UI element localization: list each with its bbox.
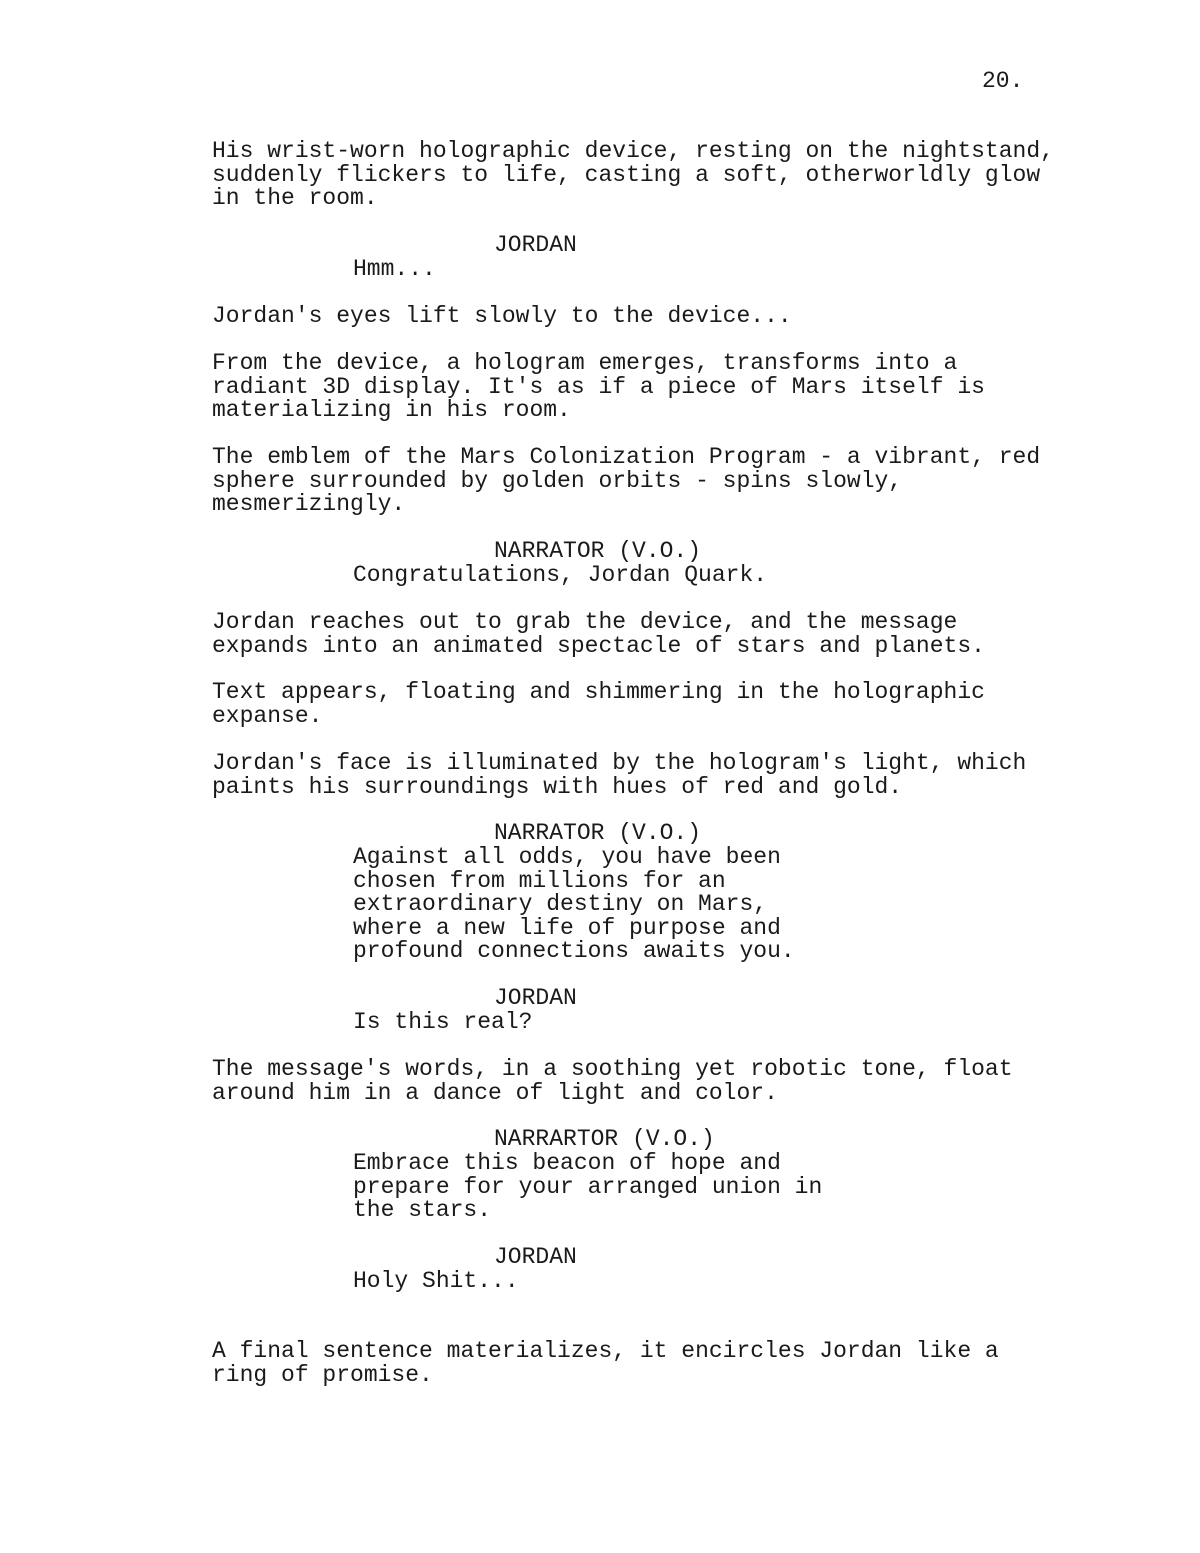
dialogue-line: Congratulations, Jordan Quark. — [353, 562, 768, 588]
dialogue-line: Hmm... — [353, 256, 436, 282]
character-name: NARRARTOR (V.O.) — [494, 1126, 715, 1152]
character-name: JORDAN — [494, 985, 577, 1011]
action-line: From the device, a hologram emerges, transforms into a radiant 3D display. It's as if a piece of Mars itself is materializing in his room. — [212, 350, 985, 423]
action-line: The emblem of the Mars Colonization Program - a vibrant, red sphere surrounded by golden orbits - spins slowly, mesmerizingly. — [212, 444, 1041, 517]
dialogue-line: Holy Shit... — [353, 1268, 519, 1294]
dialogue-line: Is this real? — [353, 1009, 533, 1035]
character-name: JORDAN — [494, 1244, 577, 1270]
action-line: The message's words, in a soothing yet robotic tone, float around him in a dance of light and color. — [212, 1056, 1013, 1106]
page-number: 20. — [982, 68, 1024, 94]
character-name: NARRATOR (V.O.) — [494, 538, 702, 564]
action-line: Jordan reaches out to grab the device, and the message expands into an animated spectacle of stars and planets. — [212, 609, 985, 659]
action-line: Text appears, floating and shimmering in the holographic expanse. — [212, 679, 985, 729]
action-line: His wrist-worn holographic device, resting on the nightstand, suddenly flickers to life, casting a soft, otherworldly glow in the room. — [212, 138, 1054, 211]
dialogue-line: Against all odds, you have been chosen from millions for an extraordinary destiny on Mars, where a new life of purpose and profound connections awaits you. — [353, 844, 795, 964]
action-line: A final sentence materializes, it encircles Jordan like a ring of promise. — [212, 1338, 999, 1388]
character-name: JORDAN — [494, 232, 577, 258]
character-name: NARRATOR (V.O.) — [494, 820, 702, 846]
dialogue-line: Embrace this beacon of hope and prepare for your arranged union in the stars. — [353, 1150, 823, 1223]
action-line: Jordan's eyes lift slowly to the device... — [212, 303, 792, 329]
action-line: Jordan's face is illuminated by the hologram's light, which paints his surroundings with hues of red and gold. — [212, 750, 1027, 800]
